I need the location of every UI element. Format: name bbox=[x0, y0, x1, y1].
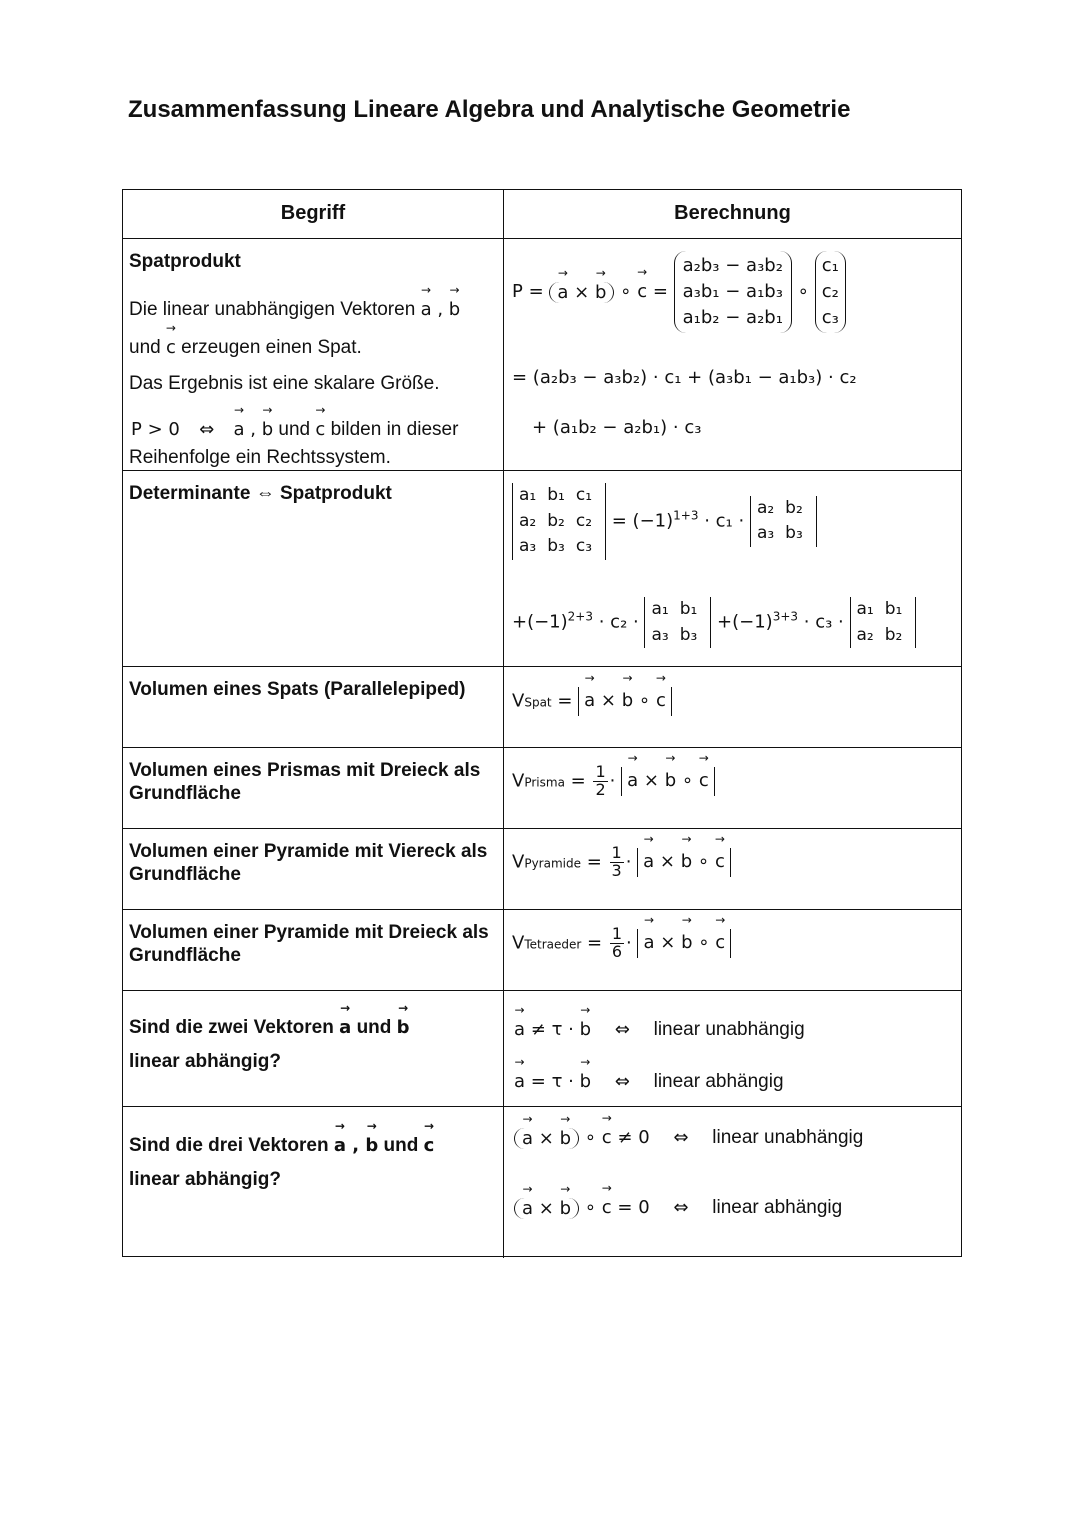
row-drei-vektoren bbox=[123, 1106, 961, 1258]
spat-desc-line1: Die linear unabhängigen Vektoren → a , → b bbox=[129, 299, 460, 321]
term-volumen-spat: Volumen eines Spats (Parallelepiped) bbox=[129, 679, 466, 700]
spat-expansion-2: + (a₁b₂ − a₂b₁) · c₃ bbox=[532, 417, 702, 438]
matrix-row-3: a₁b₂ − a₂b₁ bbox=[682, 307, 783, 329]
term-drei-vektoren: Sind die drei Vektoren → a , → b und → c bbox=[129, 1135, 434, 1157]
minor-1: a₂ b₂ a₃ b₃ bbox=[750, 496, 817, 547]
row-volumen-prisma bbox=[123, 747, 961, 828]
determinant-expansion-1: a₁ b₁ c₁ a₂ b₂ c₂ a₃ b₃ c₃ = $(-1)^{1+3} \cdot c_1$ · a₂ b₂ a₃ b₃ bbox=[512, 483, 817, 560]
term-volumen-prisma: Volumen eines Prismas mit Dreieck als Grundfläche bbox=[129, 760, 481, 804]
spat-desc-line2: und → c erzeugen einen Spat. bbox=[129, 337, 362, 359]
condition-three-indep: → a × → b ∘ → c ≠ 0 ⇔ linear unabhängig bbox=[514, 1127, 863, 1149]
row-volumen-tetraeder bbox=[123, 909, 961, 990]
determinant-expansion-2: $+(-1)^{2+3} \cdot c_2$ · a₁ b₁ a₃ b₃ $+(-1)^{3+3} \cdot c_3$ · a₁ b₁ a₂ b₂ bbox=[512, 597, 916, 648]
matrix-row-2: a₃b₁ − a₁b₃ bbox=[682, 281, 783, 303]
spat-condition-line2: Reihenfolge ein Rechtssystem. bbox=[129, 447, 391, 468]
term-determinante: Determinante ⇔ Spatprodukt bbox=[129, 483, 392, 504]
minor-2: a₁ b₁ a₃ b₃ bbox=[644, 597, 711, 648]
page-title: Zusammenfassung Lineare Algebra und Analytische Geometrie bbox=[128, 96, 851, 123]
header-begriff: Begriff bbox=[280, 202, 346, 224]
row-zwei-vektoren bbox=[123, 990, 961, 1106]
header-berechnung: Berechnung bbox=[674, 202, 791, 224]
spat-desc-line3: Das Ergebnis ist eine skalare Größe. bbox=[129, 373, 440, 394]
spat-condition: P > 0 ⇔ → a , → b und → c bilden in dieser bbox=[131, 419, 458, 441]
minor-3: a₁ b₁ a₂ b₂ bbox=[850, 597, 917, 648]
table-header-row bbox=[123, 190, 961, 238]
condition-two-indep: → a ≠ τ · → b ⇔ linear unabhängig bbox=[514, 1019, 805, 1041]
term-volumen-pyramide: Volumen einer Pyramide mit Viereck als Grundfläche bbox=[129, 841, 488, 885]
term-zwei-vektoren: Sind die zwei Vektoren → a und → b bbox=[129, 1017, 410, 1039]
condition-three-dep: → a × → b ∘ → c = 0 ⇔ linear abhängig bbox=[514, 1197, 842, 1219]
term-volumen-tetraeder: Volumen einer Pyramide mit Dreieck als Grundfläche bbox=[129, 922, 489, 966]
row-volumen-pyramide bbox=[123, 828, 961, 909]
term-drei-vektoren-line2: linear abhängig? bbox=[129, 1169, 282, 1190]
row-determinante bbox=[123, 470, 961, 666]
formula-table bbox=[122, 189, 962, 1257]
term-zwei-vektoren-line2: linear abhängig? bbox=[129, 1051, 282, 1072]
row-spatprodukt bbox=[123, 238, 961, 470]
formula-volumen-tetraeder: VTetraeder = $\frac{1}{6}$ · → a × → b ∘ → c bbox=[512, 926, 731, 961]
condition-two-dep: → a = τ · → b ⇔ linear abhängig bbox=[514, 1071, 784, 1093]
determinant-3x3: a₁ b₁ c₁ a₂ b₂ c₂ a₃ b₃ c₃ bbox=[512, 483, 606, 560]
term-spatprodukt: Spatprodukt bbox=[129, 251, 241, 272]
spat-formula: P = → a × → b ∘ → c = a₂b₃ − a₃b₂ a₃b₁ − a₁b₃ a₁b₂ − a₂b₁ ∘ c₁ c₂ c₃ bbox=[512, 251, 846, 333]
formula-volumen-spat: VSpat = → a × → b ∘ → c bbox=[512, 687, 672, 716]
spat-expansion-1: = (a₂b₃ − a₃b₂) · c₁ + (a₃b₁ − a₁b₃) · c₂ bbox=[512, 367, 857, 388]
matrix-row-1: a₂b₃ − a₃b₂ bbox=[682, 255, 783, 276]
formula-volumen-pyramide: VPyramide = $\frac{1}{3}$ · → a × → b ∘ → c bbox=[512, 845, 731, 880]
formula-volumen-prisma: VPrisma = $\frac{1}{2}$ · → a × → b ∘ → c bbox=[512, 764, 715, 799]
row-volumen-spat bbox=[123, 666, 961, 747]
